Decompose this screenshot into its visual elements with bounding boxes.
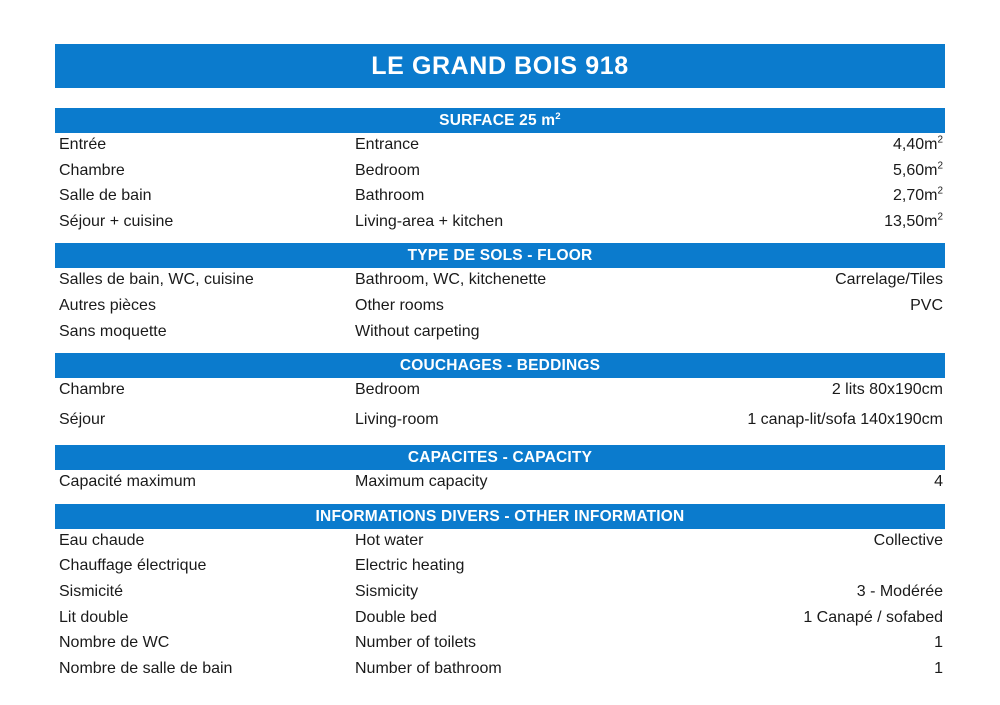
row-label-en: Entrance — [355, 136, 420, 153]
section — [55, 353, 945, 445]
table-row — [55, 323, 945, 349]
table-row — [55, 411, 945, 441]
row-label-fr: Autres pièces — [59, 296, 156, 314]
table-row — [55, 136, 945, 162]
row-value: PVC — [910, 296, 943, 314]
section — [55, 243, 945, 353]
row-label-en: Hot water — [355, 531, 424, 549]
table-row — [55, 609, 945, 635]
row-value: 1 canap-lit/sofa 140x190cm — [747, 410, 943, 428]
row-label-fr: Sismicité — [59, 582, 124, 600]
value-superscript: 2 — [937, 211, 943, 223]
row-label-fr: Nombre de salle de bain — [59, 659, 233, 677]
section-heading: CAPACITES - CAPACITY — [55, 445, 945, 470]
row-label-en: Living-area + kitchen — [355, 212, 504, 230]
row-label-fr: Salles de bain, WC, cuisine — [59, 271, 254, 289]
row-label-fr: Nombre de WC — [59, 634, 170, 652]
row-label-fr: Sans moquette — [59, 322, 167, 340]
table-row — [55, 532, 945, 558]
value-superscript: 2 — [937, 160, 943, 172]
section-heading: COUCHAGES - BEDDINGS — [55, 353, 945, 378]
section-rows — [55, 473, 945, 499]
row-label-fr: Capacité maximum — [59, 473, 196, 491]
table-row — [55, 187, 945, 213]
row-label-en: Bathroom — [355, 187, 425, 205]
row-label-fr: Séjour — [59, 410, 106, 428]
table-row — [55, 660, 945, 686]
page-title: LE GRAND BOIS 918 — [55, 44, 945, 88]
row-label-fr: Salle de bain — [59, 187, 152, 205]
table-row — [55, 557, 945, 583]
row-label-en: Electric heating — [355, 557, 465, 575]
row-label-en: Maximum capacity — [355, 473, 488, 491]
section-rows — [55, 271, 945, 348]
row-value: 1 Canapé / sofabed — [803, 608, 943, 626]
row-value: 1 — [934, 659, 943, 677]
table-row — [55, 634, 945, 660]
row-value: $13,50m^2$ — [884, 211, 943, 230]
row-label-fr: Séjour + cuisine — [59, 212, 174, 230]
table-row — [55, 271, 945, 297]
table-row — [55, 213, 945, 239]
row-label-en: Sismicity — [355, 582, 419, 600]
section-rows — [55, 136, 945, 238]
row-value: 4 — [934, 473, 943, 491]
row-label-en: Bedroom — [355, 381, 420, 399]
table-row — [55, 162, 945, 188]
row-value: 1 — [934, 634, 943, 652]
row-label-en: Number of toilets — [355, 634, 476, 652]
row-value: 2 lits 80x190cm — [831, 381, 943, 399]
row-label-fr: Eau chaude — [59, 531, 145, 549]
table-row — [55, 583, 945, 609]
row-label-en: Living-room — [355, 410, 439, 428]
row-label-en: Without carpeting — [355, 322, 480, 340]
section — [55, 445, 945, 504]
table-row — [55, 473, 945, 499]
row-label-fr: Chambre — [59, 161, 125, 179]
row-label-fr: Entrée — [59, 136, 107, 153]
row-value: 3 - Modérée — [856, 582, 943, 600]
section-heading: TYPE DE SOLS - FLOOR — [55, 243, 945, 268]
table-row — [55, 381, 945, 411]
row-value: Collective — [873, 531, 943, 549]
row-label-en: Double bed — [355, 608, 437, 626]
title-spacer — [55, 88, 945, 108]
value-superscript: 2 — [937, 134, 943, 146]
section-rows — [55, 532, 945, 686]
row-value: $2,70m^2$ — [893, 185, 943, 205]
section-heading: INFORMATIONS DIVERS - OTHER INFORMATION — [55, 504, 945, 529]
row-label-en: Bathroom, WC, kitchenette — [355, 271, 547, 289]
section — [55, 108, 945, 243]
row-label-fr: Chauffage électrique — [59, 557, 207, 575]
section-rows — [55, 381, 945, 440]
table-row — [55, 297, 945, 323]
row-label-en: Bedroom — [355, 161, 420, 179]
heading-superscript: 2 — [555, 110, 561, 122]
row-value: $5,60m^2$ — [893, 160, 943, 179]
row-label-en: Other rooms — [355, 296, 444, 314]
document-body — [55, 44, 945, 690]
row-label-fr: Lit double — [59, 608, 129, 626]
row-label-en: Number of bathroom — [355, 659, 502, 677]
section — [55, 504, 945, 691]
row-label-fr: Chambre — [59, 381, 125, 399]
value-superscript: 2 — [937, 185, 943, 197]
section-bottom-spacer — [55, 685, 945, 690]
section-heading: SURFACE 25 $m^2$ — [55, 108, 945, 133]
row-value: Carrelage/Tiles — [835, 271, 943, 289]
row-value: $4,40m^2$ — [893, 134, 943, 153]
sections-container — [55, 108, 945, 690]
